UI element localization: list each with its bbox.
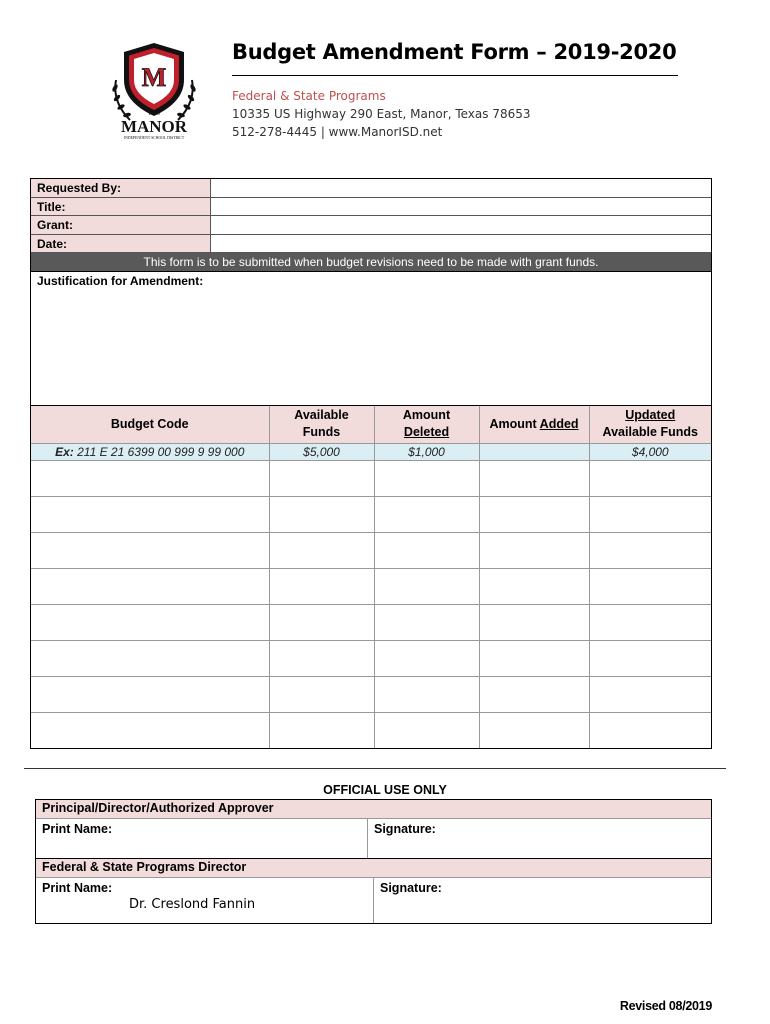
approver-print-name-label: Print Name:: [42, 822, 113, 836]
available-funds-cell[interactable]: [269, 712, 374, 748]
grant-row: [31, 216, 711, 235]
title-field[interactable]: [211, 198, 711, 216]
amount-deleted-cell[interactable]: [374, 676, 479, 712]
approver-print-name-field[interactable]: [36, 819, 368, 858]
budget-code-cell[interactable]: [31, 496, 269, 532]
title-row: [31, 198, 711, 217]
budget-code-cell[interactable]: [31, 676, 269, 712]
updated-funds-cell[interactable]: [589, 640, 711, 676]
updated-funds-cell[interactable]: [589, 568, 711, 604]
updated-funds-cell[interactable]: [589, 460, 711, 496]
example-available: $5,000: [269, 443, 374, 460]
approver-heading: Principal/Director/Authorized Approver: [36, 800, 711, 819]
example-added: [479, 443, 589, 460]
amount-added-cell[interactable]: [479, 460, 589, 496]
logo-tagline: INDEPENDENT SCHOOL DISTRICT: [123, 136, 185, 140]
table-row: [31, 640, 711, 676]
budget-code-cell[interactable]: [31, 568, 269, 604]
requested-by-field[interactable]: [211, 179, 711, 197]
table-row: [31, 532, 711, 568]
address: 10335 US Highway 290 East, Manor, Texas 78653: [232, 107, 531, 121]
justification-field[interactable]: [31, 272, 711, 406]
example-code: Ex: 211 E 21 6399 00 999 9 99 000: [31, 443, 269, 460]
amount-deleted-cell[interactable]: [374, 712, 479, 748]
header-amount-deleted: Amount Deleted: [374, 406, 479, 443]
justification-label: Justification for Amendment:: [37, 274, 204, 288]
amount-added-cell[interactable]: [479, 532, 589, 568]
amount-added-cell[interactable]: [479, 712, 589, 748]
header-available-funds: Available Funds: [269, 406, 374, 443]
amount-added-cell[interactable]: [479, 640, 589, 676]
budget-table-header: [31, 406, 711, 443]
grant-label: Grant:: [31, 216, 211, 234]
manor-isd-logo: [106, 40, 202, 144]
director-section: [35, 858, 712, 924]
requested-by-row: [31, 179, 711, 198]
table-row: [31, 712, 711, 748]
amount-deleted-cell[interactable]: [374, 496, 479, 532]
director-print-name-label: Print Name:: [42, 881, 113, 895]
available-funds-cell[interactable]: [269, 604, 374, 640]
amount-deleted-cell[interactable]: [374, 568, 479, 604]
logo-letter: M: [141, 63, 167, 92]
notice-banner: This form is to be submitted when budget revisions need to be made with grant funds.: [31, 253, 711, 272]
table-row: [31, 568, 711, 604]
date-field[interactable]: [211, 235, 711, 253]
header-budget-code: Budget Code: [31, 406, 269, 443]
amount-deleted-cell[interactable]: [374, 640, 479, 676]
budget-code-cell[interactable]: [31, 460, 269, 496]
approver-signature-field[interactable]: [368, 819, 442, 858]
available-funds-cell[interactable]: [269, 496, 374, 532]
logo-name: MANOR: [120, 117, 188, 136]
department-name: Federal & State Programs: [232, 89, 386, 103]
table-row: [31, 460, 711, 496]
example-row: [31, 443, 711, 460]
official-use-title: OFFICIAL USE ONLY: [323, 783, 447, 797]
available-funds-cell[interactable]: [269, 568, 374, 604]
budget-code-cell[interactable]: [31, 712, 269, 748]
updated-funds-cell[interactable]: [589, 532, 711, 568]
amount-added-cell[interactable]: [479, 604, 589, 640]
amount-added-cell[interactable]: [479, 496, 589, 532]
director-print-name-field[interactable]: [36, 878, 374, 923]
budget-form: [30, 178, 712, 749]
contact-info: 512-278-4445 | www.ManorISD.net: [232, 125, 443, 139]
updated-funds-cell[interactable]: [589, 496, 711, 532]
logo-year: 1890: [148, 111, 160, 117]
form-title: Budget Amendment Form – 2019-2020: [232, 40, 677, 64]
amount-deleted-cell[interactable]: [374, 460, 479, 496]
budget-code-cell[interactable]: [31, 532, 269, 568]
date-label: Date:: [31, 235, 211, 253]
header-updated-available-funds: Updated Available Funds: [589, 406, 711, 443]
example-updated: $4,000: [589, 443, 711, 460]
amount-added-cell[interactable]: [479, 568, 589, 604]
requested-by-label: Requested By:: [31, 179, 211, 197]
approver-signature-label: Signature:: [374, 822, 436, 836]
table-row: [31, 496, 711, 532]
budget-code-cell[interactable]: [31, 604, 269, 640]
title-rule: [232, 75, 678, 76]
approver-section: [35, 799, 712, 859]
director-name: Dr. Creslond Fannin: [129, 897, 256, 912]
grant-field[interactable]: [211, 216, 711, 234]
amount-deleted-cell[interactable]: [374, 604, 479, 640]
budget-code-cell[interactable]: [31, 640, 269, 676]
available-funds-cell[interactable]: [269, 640, 374, 676]
revision-date: Revised 08/2019: [619, 999, 712, 1013]
director-signature-label: Signature:: [380, 881, 442, 895]
header-amount-added: Amount Added: [479, 406, 589, 443]
table-row: [31, 676, 711, 712]
updated-funds-cell[interactable]: [589, 712, 711, 748]
section-divider: [24, 768, 726, 769]
updated-funds-cell[interactable]: [589, 604, 711, 640]
example-deleted: $1,000: [374, 443, 479, 460]
director-signature-field[interactable]: [374, 878, 448, 923]
budget-table: [31, 406, 711, 748]
available-funds-cell[interactable]: [269, 676, 374, 712]
available-funds-cell[interactable]: [269, 460, 374, 496]
director-heading: Federal & State Programs Director: [36, 859, 711, 878]
available-funds-cell[interactable]: [269, 532, 374, 568]
amount-added-cell[interactable]: [479, 676, 589, 712]
updated-funds-cell[interactable]: [589, 676, 711, 712]
date-row: [31, 235, 711, 254]
table-row: [31, 604, 711, 640]
amount-deleted-cell[interactable]: [374, 532, 479, 568]
title-label: Title:: [31, 198, 211, 216]
